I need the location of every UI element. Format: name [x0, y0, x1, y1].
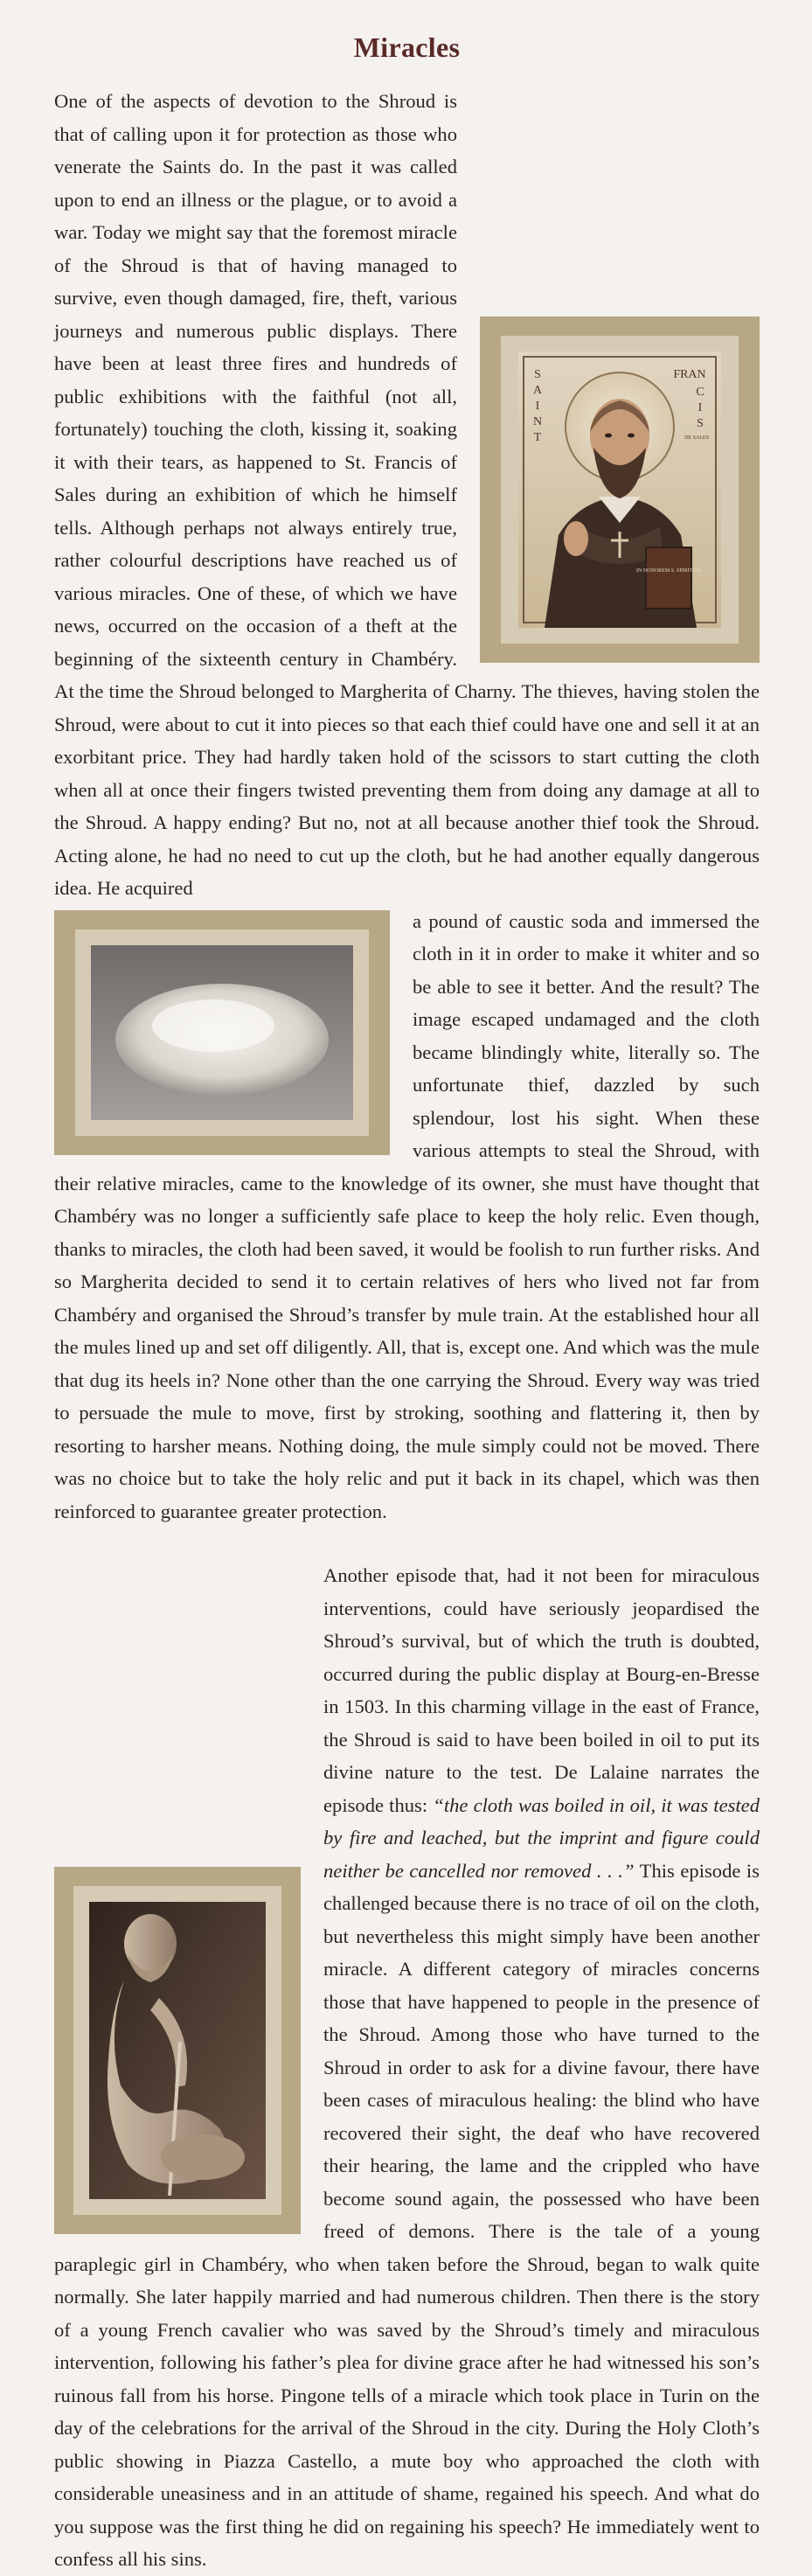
icon-letter: I — [697, 401, 703, 414]
soda-pile-graphic — [91, 945, 353, 1120]
icon-letter: C — [696, 386, 704, 399]
book-inscription: IN HONOREM S. SPIRITUM — [635, 568, 702, 574]
icon-letter: A — [532, 384, 543, 397]
caustic-soda-image — [54, 910, 390, 1155]
icon-letter: N — [532, 415, 543, 428]
kneeling-statue-image — [54, 1867, 301, 2234]
de-lalaine-quote: “the cloth was boiled in oil, it was tested by fire and leached, but the imprint and figure could neither be cancelled nor removed . . .” — [323, 1793, 760, 1882]
icon-letter: FRAN — [673, 368, 706, 381]
statue-graphic — [89, 1902, 266, 2199]
icon-letter: S — [697, 417, 704, 430]
icon-letter: I — [535, 400, 540, 413]
paragraph-theft-continued-text: a pound of caustic soda and immersed the cloth in it in order to make it whiter and so be able to see it better. And the result? The image escaped undamaged and the cloth became blindingly white, literally so. The unfortunate thief, dazzled by such splendour, lost his sight. When these various attempts to steal the Shroud, with their relative miracles, came to the knowledge of its owner, she must have thought that Chambéry was no longer a sufficiently safe place to keep the holy relic. Even though, thanks to miracles, the cloth had been saved, it would be foolish to run further risks. And so Margherita decided to send it to certain relatives of hers who lived not far from Chambéry and organised the Shroud’s transfer by mule train. At the established hour all the mules lined up and set off diligently. All, that is, except one. And which was the mule that dug its heels in? None other than the one carrying the Shroud. Every way was tried to persuade the mule to move, first by stroking, soothing and flattering it, then by resorting to harsher means. Nothing doing, the mule simply could not be moved. There was no choice but to take the holy relic and put it back in its chapel, which was then reinforced to guarantee greater protection. — [54, 909, 760, 1522]
icon-letter: S — [534, 368, 541, 381]
icon-letter: T — [533, 431, 542, 444]
paragraph-healing-text: This episode is challenged because there is no trace of oil on the cloth, but nevertheless this might simply have been another miracle. A different category of miracles concerns those that have happened to people in the presence of the Shroud. Among those who have turned to the Shroud in order to ask for a divine favour, there have been cases of miraculous healing: the blind who have recovered their sight, the deaf who have recovered their hearing, the lame and the crippled who have become sound again, the possessed who have been freed of demons. There is the tale of a young paraplegic girl in Chambéry, who when taken before the Shroud, began to walk quite normally. She later happily married and had numerous children. Then there is the story of a young French cavalier who was saved by the Shroud’s timely and miraculous intervention, following his father’s plea for divine grace after he had witnessed his son’s ruinous fall from his horse. Pingone tells of a miracle which took place in Turin on the day of the celebrations for the arrival of the Shroud in the city. During the Holy Cloth’s public showing in Piazza Castello, a mute boy who approached the cloth with considerable uneasiness and in an attitude of shame, regained his speech. And what do you suppose was the first thing he did on regaining his speech? He immediately went to confess all his sins. — [54, 1859, 760, 2570]
paragraph-bourg-text: Another episode that, had it not been for miraculous interventions, could have seriously jeopardised the Shroud’s survival, but of which the truth is doubted, occurred during the public display at Bourg-en-Bresse in 1503. In this charming village in the east of France, the Shroud is said to have been boiled in oil to put its divine nature to the test. De Lalaine narrates the episode thus: — [323, 1564, 760, 1816]
icon-subscript: DE SALES — [684, 435, 709, 441]
page-title: Miracles — [353, 31, 461, 63]
saint-portrait-graphic — [518, 352, 721, 628]
saint-francis-icon-image — [480, 317, 760, 663]
paragraph-theft-text: One of the aspects of devotion to the Shroud is that of calling upon it for protection as those who venerate the Saints do. In the past it was called upon to end an illness or the plague, or to avoid a war. Today we might say that the foremost miracle of the Shroud is that of having managed to survive, even though damaged, fire, theft, various journeys and numerous public displays. There have been at least three fires and hundreds of public exhibitions with the faithful (not all, fortunately) touching the cloth, kissing it, soaking it with their tears, as happened to St. Francis of Sales during an exhibition of which he himself tells. Although perhaps not always entirely true, rather colourful descriptions have reached us of various miracles. One of these, of which we have news, occurred on the occasion of a theft at the beginning of the sixteenth century in Chambéry. At the time the Shroud belonged to Margherita of Charny. The thieves, having stolen the Shroud, were about to cut it into pieces so that each thief could have one and sell it at an exorbitant price. They had hardly taken hold of the scissors to start cutting the cloth when all at once their fingers twisted preventing them from doing any damage at all to the Shroud. A happy ending? But no, not at all because another thief took the Shroud. Acting alone, he had no need to cut up the cloth, but he had another equally dangerous idea. He acquired — [54, 90, 760, 899]
